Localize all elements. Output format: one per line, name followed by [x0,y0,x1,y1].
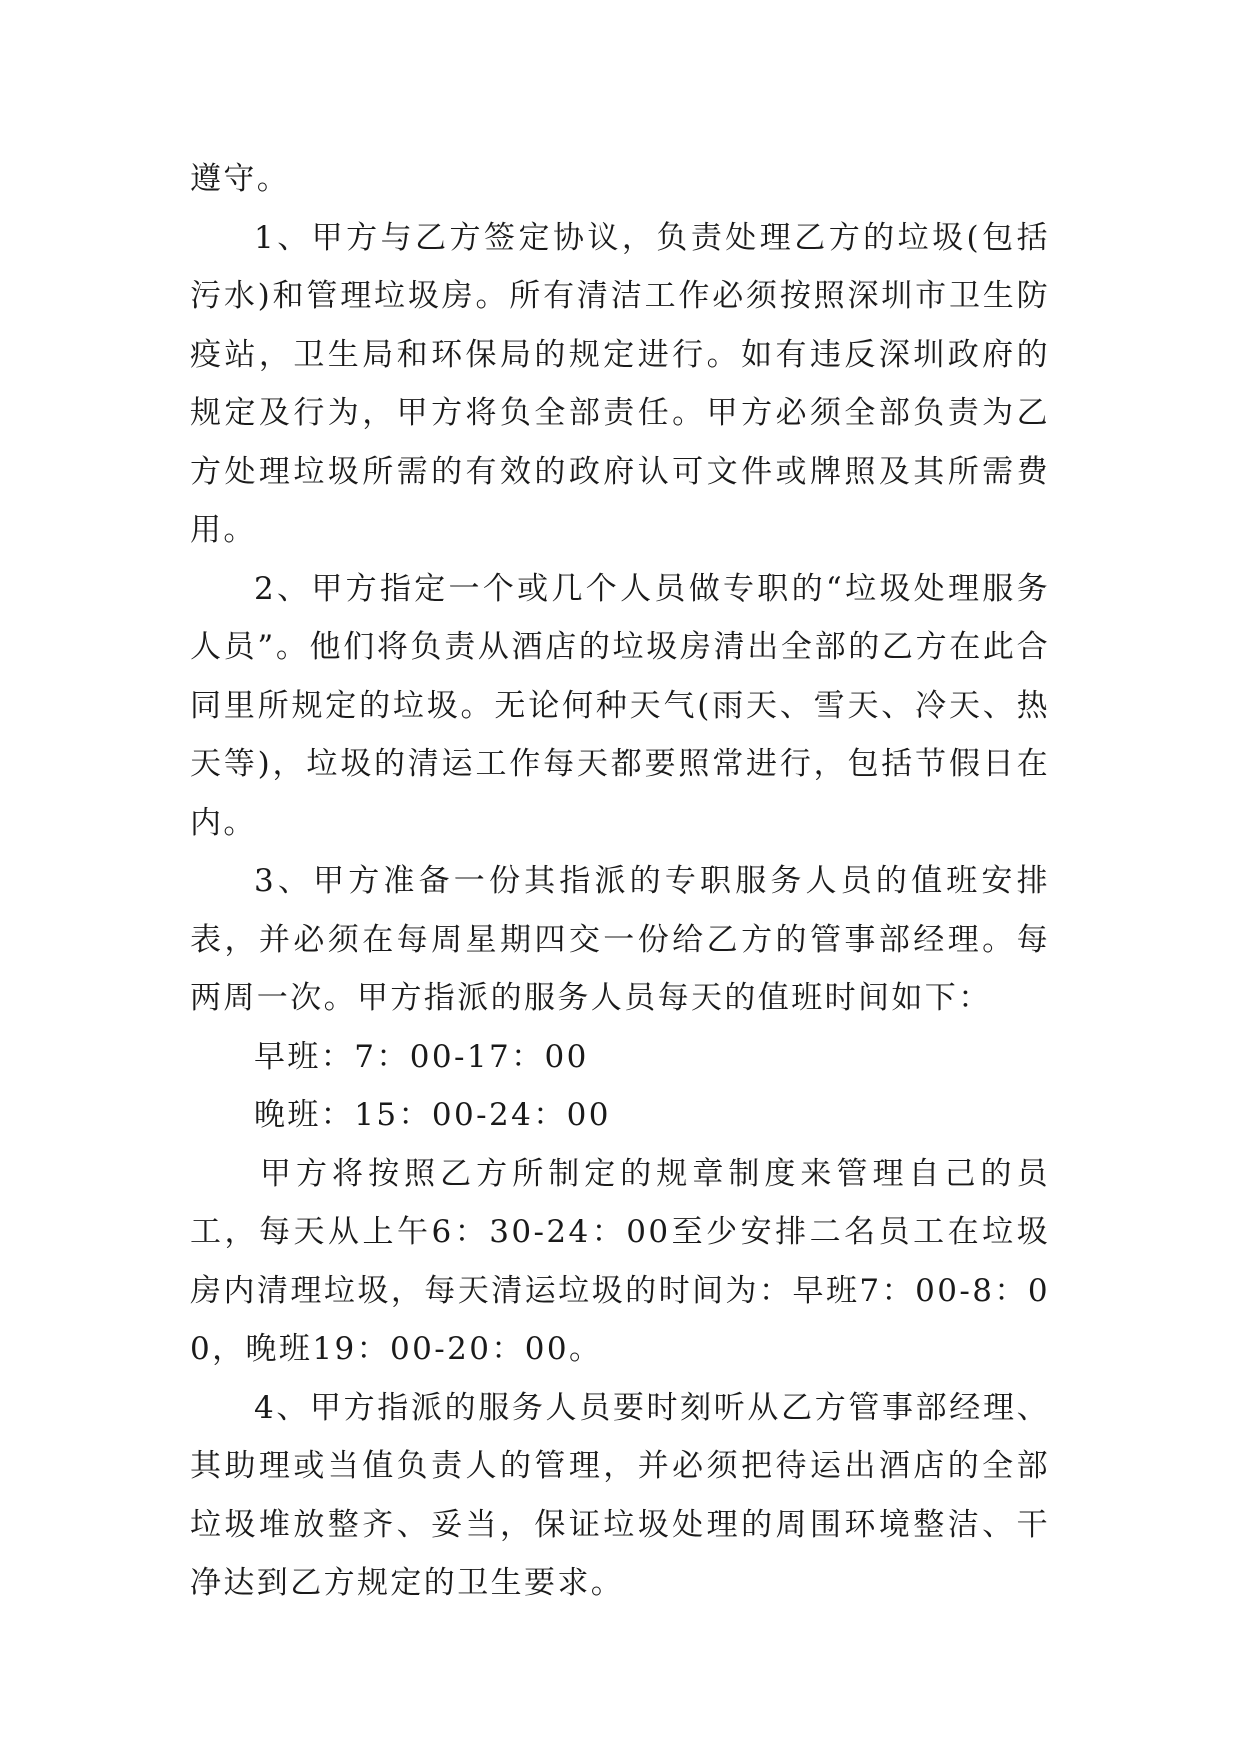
clause-4: 4、甲方指派的服务人员要时刻听从乙方管事部经理、其助理或当值负责人的管理，并必须把待运出酒店的全部垃圾堆放整齐、妥当，保证垃圾处理的周围环境整洁、干净达到乙方规定的卫生要求。 [190,1389,1050,1601]
clause-3: 3、甲方准备一份其指派的专职服务人员的值班安排表，并必须在每周星期四交一份给乙方的管事部经理。每两周一次。甲方指派的服务人员每天的值班时间如下： [190,863,1050,1016]
schedule-morning-shift: 早班：7：00-17：00 [254,1038,589,1075]
clause-1: 1、甲方与乙方签定协议，负责处理乙方的垃圾(包括污水)和管理垃圾房。所有清洁工作必须按照深圳市卫生防疫站，卫生局和环保局的规定进行。如有违反深圳政府的规定及行为，甲方将负全部责任。甲方必须全部负责为乙方处理垃圾所需的有效的政府认可文件或牌照及其所需费用。 [190,219,1050,548]
clause-2: 2、甲方指定一个或几个人员做专职的“垃圾处理服务人员”。他们将负责从酒店的垃圾房清出全部的乙方在此合同里所规定的垃圾。无论何种天气(雨天、雪天、冷天、热天等)，垃圾的清运工作每天都要照常进行，包括节假日在内。 [190,570,1050,841]
clause-3-detail: 甲方将按照乙方所制定的规章制度来管理自己的员工，每天从上午6：30-24：00至少安排二名员工在垃圾房内清理垃圾，每天清运垃圾的时间为：早班7：00-8：00，晚班19：00-20：00。 [190,1155,1050,1367]
paragraph-continuation: 遵守。 [190,161,291,197]
schedule-evening-shift: 晚班：15：00-24：00 [254,1097,611,1133]
document-page [190,150,1050,1613]
